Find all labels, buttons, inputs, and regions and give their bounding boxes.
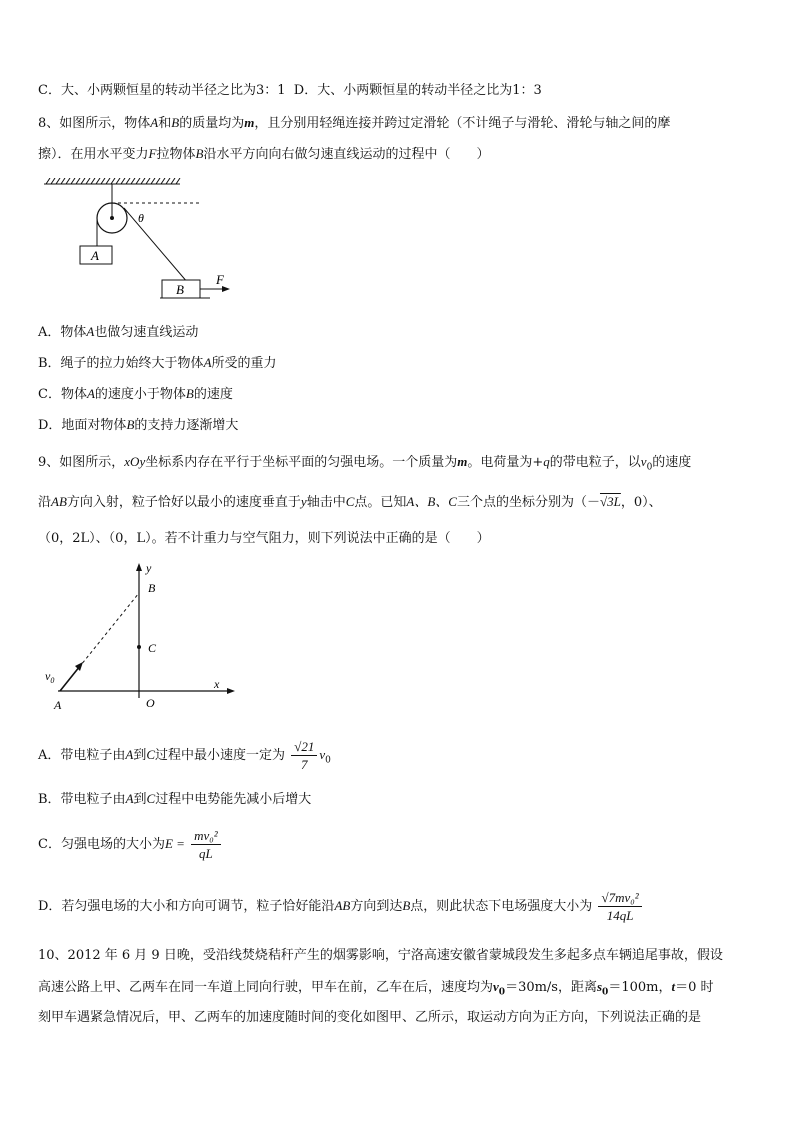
q10-line3 (38, 1009, 701, 1027)
pulley-axle (110, 216, 114, 220)
fraction-field-strength (191, 827, 221, 862)
var-v: v (640, 454, 647, 469)
numerator: √7mv₀² (598, 889, 641, 907)
text: 9、如图所示， (38, 455, 125, 470)
text: 的速度 (652, 455, 692, 470)
q9-stem-line2 (38, 493, 662, 512)
angle-label: θ (138, 211, 144, 225)
text: 过程中最小速度一定为 (155, 748, 286, 763)
text: 过程中电势能先减小后增大 (155, 792, 312, 807)
text: A．物体 (38, 325, 87, 340)
var-a: A (86, 386, 95, 401)
var-m: m (457, 454, 468, 469)
q8-stem-line2 (38, 145, 489, 164)
q8-stem-line1 (38, 114, 670, 133)
text: 坐标系内存在平行于坐标平面的匀强电场。一个质量为 (145, 455, 458, 470)
y-axis-label: y (146, 561, 152, 575)
var-a: A (203, 355, 212, 370)
q10-line1 (38, 947, 723, 965)
rope-b (124, 208, 188, 283)
block-b-label: B (176, 282, 184, 297)
var-b: B (171, 115, 180, 130)
text: 的质量均为 (179, 116, 245, 131)
point-c (137, 645, 141, 649)
text: B．绳子的拉力始终大于物体 (38, 356, 204, 371)
text: 的带电粒子，以 (549, 455, 641, 470)
x-axis-arrow (227, 688, 235, 694)
text: 擦）．在用水平变力 (38, 147, 149, 162)
var-y: y (300, 494, 307, 509)
sub-label: 0 (50, 676, 55, 685)
subscript: 0 (602, 987, 609, 998)
var-v: v (319, 747, 326, 762)
text: 所受的重力 (211, 356, 277, 371)
var-b: B (126, 417, 135, 432)
numerator: √21 (291, 738, 317, 756)
text: 到 (133, 748, 147, 763)
text: ＝100m， (608, 980, 672, 995)
var-a: A (150, 115, 159, 130)
text: ，0）、 (620, 495, 662, 510)
q9-option-c (38, 826, 223, 863)
text: ＝30m/s，距离 (505, 980, 597, 995)
var-ab: AB (51, 494, 67, 509)
var-e: E = (164, 836, 185, 851)
q8-option-c (38, 385, 233, 404)
text: 轴击中 (306, 495, 346, 510)
var-t: t (671, 979, 676, 994)
point-a-label: A (54, 698, 62, 712)
text: 沿水平方向向右做匀速直线运动的过程中（ ） (203, 147, 490, 162)
text: 刻甲车遇紧急情况后，甲、乙两车的加速度随时间的变化如图甲、乙所示，取运动方向为正方向，下列说法正确的是 (38, 1010, 702, 1025)
y-axis-arrow (136, 563, 142, 571)
v0-label (45, 669, 54, 685)
text: ，且分别用轻绳连接并跨过定滑轮（不计绳子与滑轮、滑轮与轴之间的摩 (254, 116, 671, 131)
var-f: F (148, 146, 157, 161)
text: D．若匀强电场的大小和方向可调节，粒子恰好能沿 (38, 899, 335, 914)
text: 点。已知 (354, 495, 407, 510)
text: 10、2012 年 6 月 9 日晚，受沿线焚烧秸秆产生的烟雾影响，宁洛高速安徽省蒙城段发生多起多点车辆追尾事故，假设 (38, 948, 723, 963)
text: 也做匀速直线运动 (94, 325, 199, 340)
fraction-sqrt21-over-7 (291, 738, 317, 773)
var-b: B (402, 898, 411, 913)
origin-label: O (146, 696, 155, 710)
q7-option-c: C．大、小两颗恒星的转动半径之比为3：1 (38, 83, 286, 98)
text: ＝0 时 (675, 980, 714, 995)
v0-arrow (60, 666, 80, 691)
text: 8、如图所示，物体 (38, 116, 151, 131)
subscript: 0 (646, 462, 653, 473)
subscript: 0 (325, 755, 331, 766)
text: 方向到达 (350, 899, 403, 914)
text: C．匀强电场的大小为 (38, 837, 165, 852)
q9-option-d (38, 888, 644, 925)
var-a: A (86, 324, 95, 339)
force-label: F (216, 272, 224, 287)
text: 方向入射，粒子恰好以最小的速度垂直于 (66, 495, 301, 510)
var-c: C (146, 747, 156, 762)
point-c-label: C (148, 641, 157, 655)
var-a: A (125, 791, 134, 806)
var-ab: AB (334, 898, 351, 913)
fraction-adjusted-field (598, 889, 641, 924)
text: 点，则此状态下电场强度大小为 (410, 899, 593, 914)
q9-stem-line3 (38, 530, 490, 548)
text: 高速公路上甲、乙两车在同一车道上同向行驶，甲车在前，乙车在后，速度均为 (38, 980, 494, 995)
var-c: C (146, 791, 156, 806)
ceiling-hatch (46, 178, 180, 184)
q9-option-b (38, 790, 311, 809)
text: 沿 (38, 495, 52, 510)
text: 到 (133, 792, 147, 807)
block-a-label: A (91, 248, 99, 263)
subscript: 0 (498, 987, 506, 998)
point-b-label: B (148, 581, 156, 595)
q8-option-b (38, 354, 277, 373)
denominator: 7 (301, 757, 308, 772)
var-v: v (493, 979, 499, 994)
text: D．地面对物体 (38, 418, 127, 433)
text: C．物体 (38, 387, 87, 402)
text: （0，2L）、（0，L）。若不计重力与空气阻力，则下列说法中正确的是（ ） (38, 531, 490, 546)
q7-options (38, 82, 542, 100)
q9-stem-line1 (38, 453, 691, 477)
denominator: 14qL (606, 908, 634, 923)
q8-pulley-figure (40, 178, 250, 303)
text: 拉物体 (156, 147, 196, 162)
q10-line2 (38, 978, 713, 1002)
text: 和 (158, 116, 172, 131)
numerator: mv₀² (191, 827, 221, 845)
var-q: q (543, 454, 550, 469)
var-b: B (185, 386, 194, 401)
var-m: m (244, 115, 255, 130)
text: A．带电粒子由 (38, 748, 126, 763)
text: 三个点的坐标分别为（－ (456, 495, 600, 510)
var-sqrt3l: √3L (599, 494, 621, 509)
q7-option-d: D．大、小两颗恒星的转动半径之比为1：3 (293, 83, 542, 98)
text: 的支持力逐渐增大 (134, 418, 239, 433)
denominator: qL (198, 846, 213, 861)
var-xoy: xOy (124, 454, 146, 469)
v-label: v (45, 669, 51, 683)
text: 。电荷量为+ (467, 455, 544, 470)
text: 的速度小于物体 (94, 387, 186, 402)
q8-option-a (38, 323, 198, 342)
x-axis-label: x (214, 677, 220, 691)
q9-option-a (38, 737, 331, 779)
q8-option-d (38, 416, 238, 435)
var-a: A (125, 747, 134, 762)
var-c: C (345, 494, 355, 509)
var-abc: A、B、C (406, 494, 457, 509)
var-s: s (596, 979, 603, 994)
q9-coordinate-figure (40, 560, 250, 715)
var-b: B (195, 146, 204, 161)
text: B．带电粒子由 (38, 792, 126, 807)
text: 的速度 (193, 387, 233, 402)
